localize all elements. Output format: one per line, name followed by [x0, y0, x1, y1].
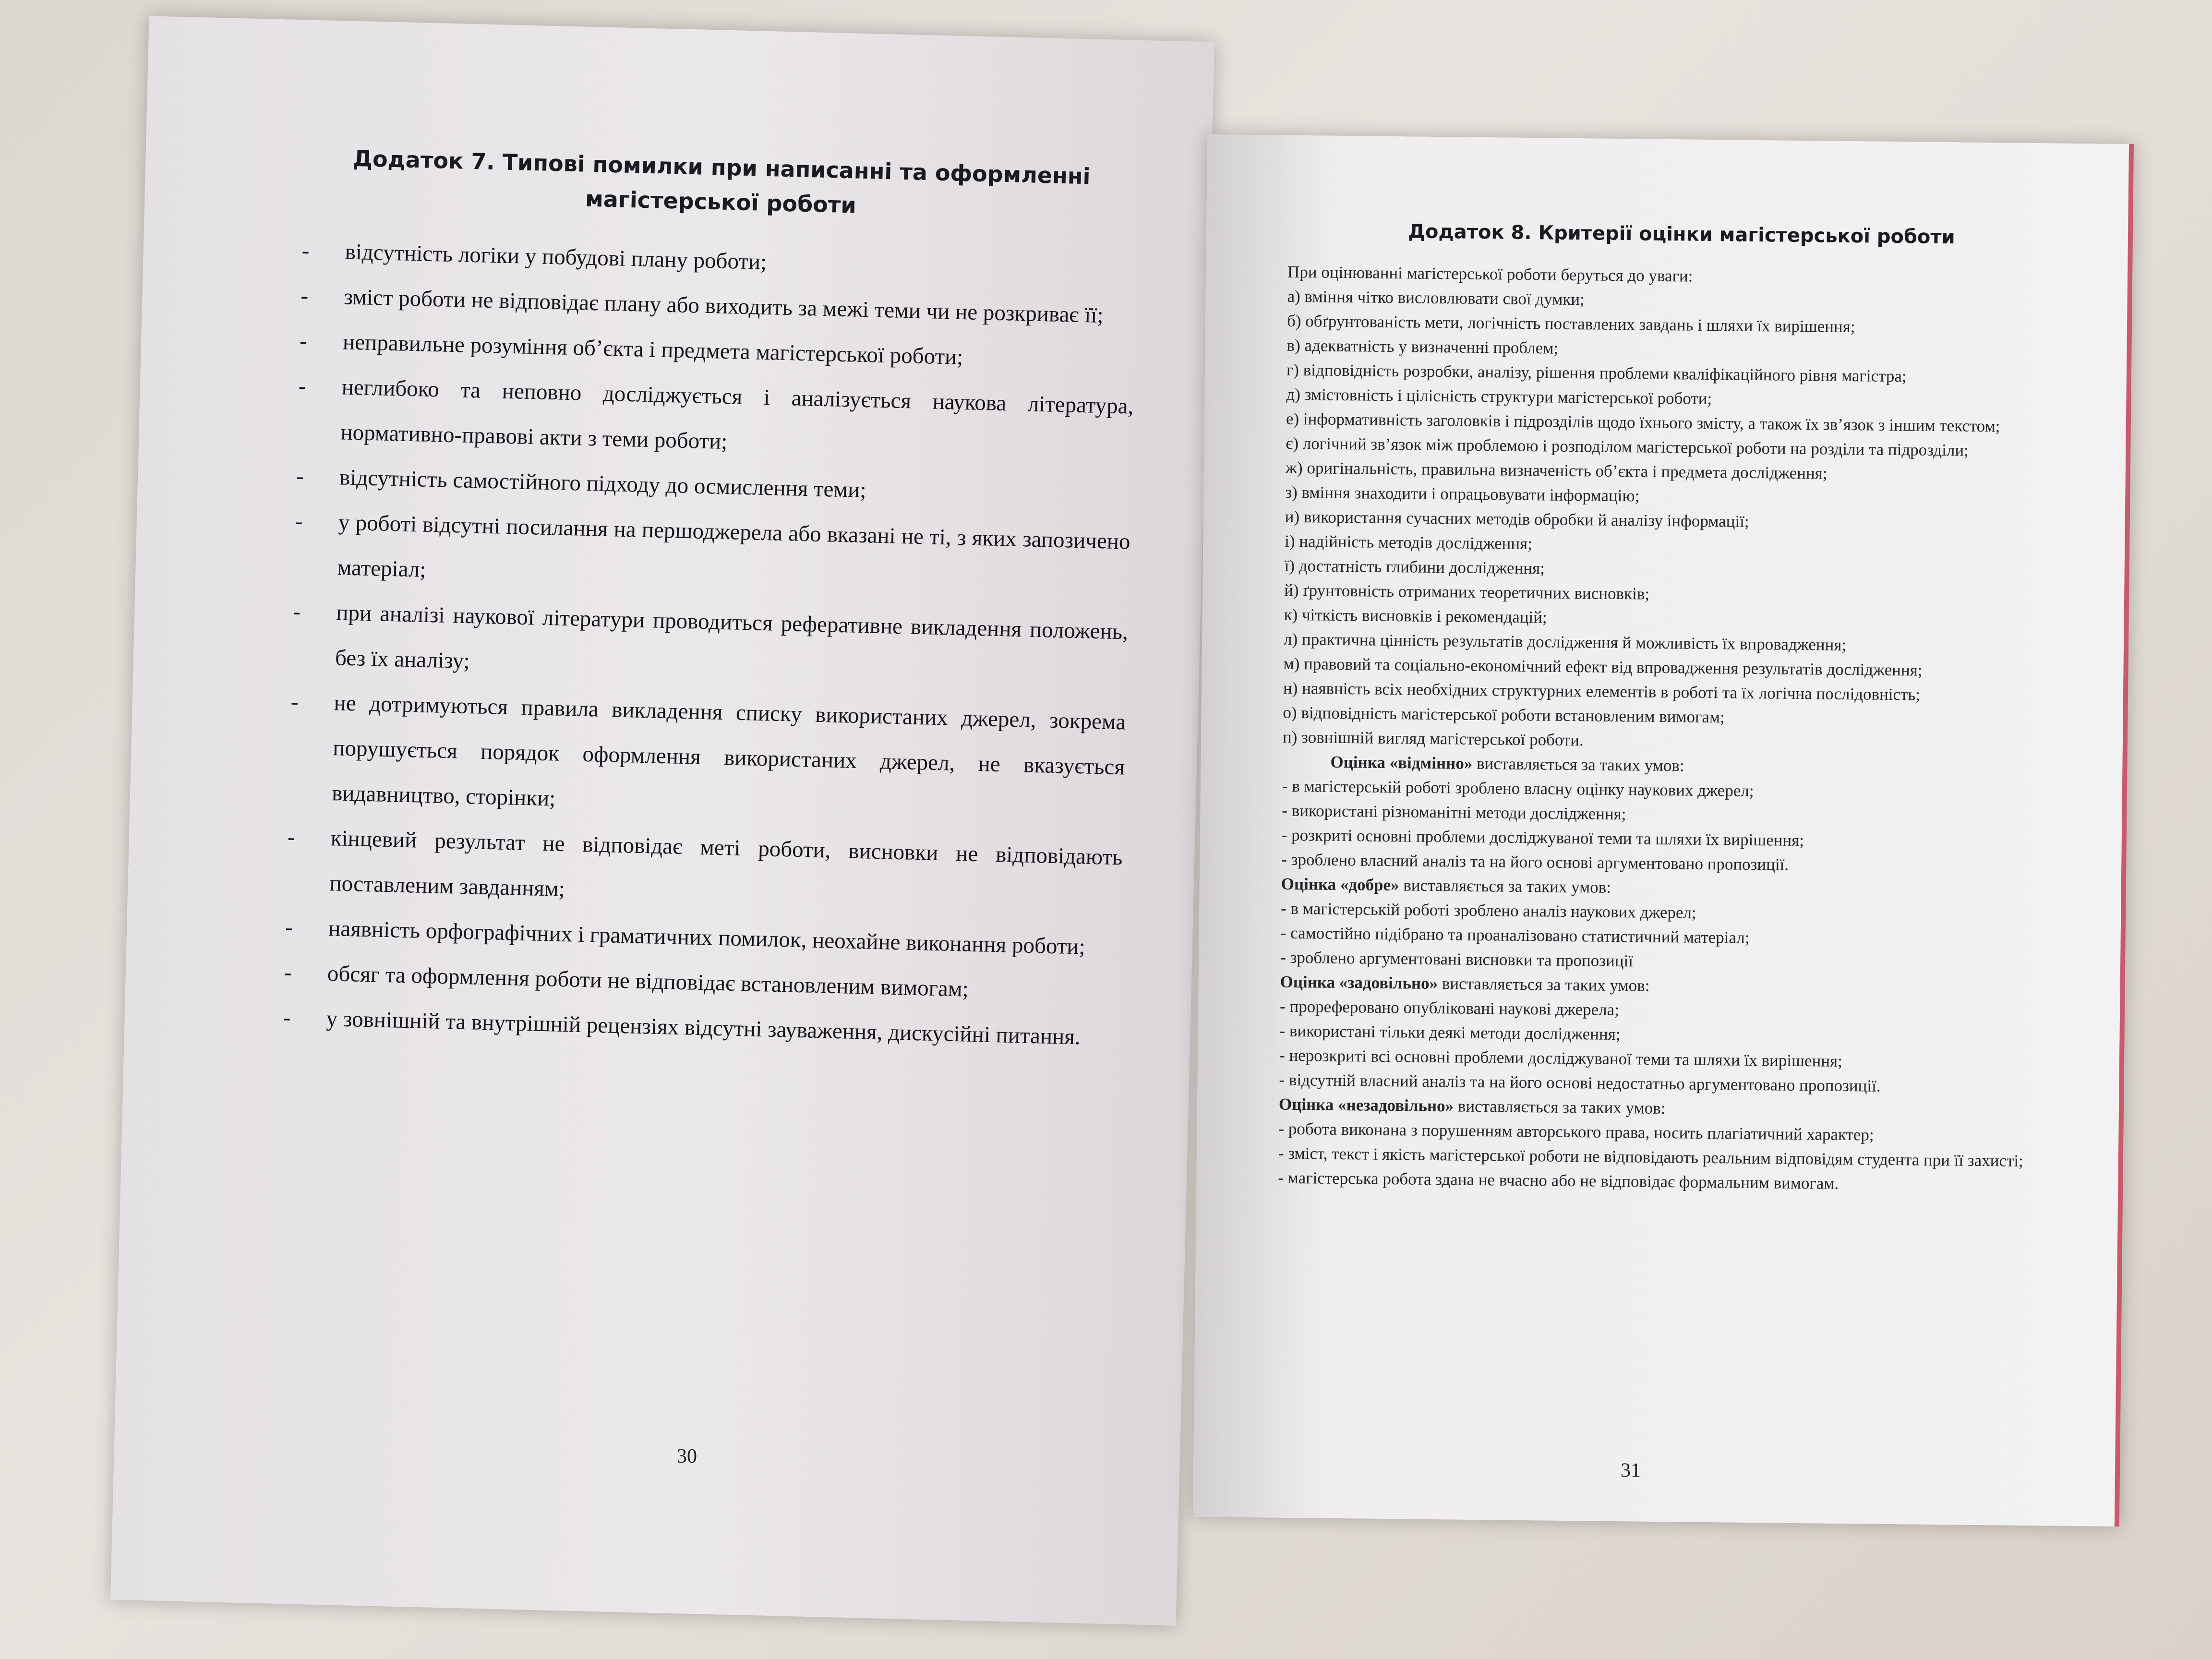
list-item: - відсутність самостійного підходу до осмислення теми; — [296, 464, 867, 503]
right-page-number: 31 — [1620, 1459, 1641, 1482]
criteria-item: в) адекватність у визначенні проблем; — [1286, 336, 1559, 358]
criteria-item: ж) оригінальність, правильна визначеність об’єкта і предмета дослідження; — [1285, 458, 1827, 483]
criteria-item: н) наявність всіх необхідних структурних елементів в роботі та їх логічна послідовність; — [1283, 678, 1921, 704]
criteria-item: і) надійність методів дослідження; — [1285, 531, 1533, 553]
list-item: - у зовнішній та внутрішній рецензіях відсутні зауваження, дискусійні питання. — [283, 1005, 1081, 1050]
grade-item: - робота виконана з порушенням авторського права, носить плагіатичний характер; — [1278, 1119, 1874, 1144]
right-page — [1193, 134, 2134, 1527]
left-page — [110, 16, 1214, 1625]
grade-item: - зроблено власний аналіз та на його основі аргументовано пропозиції. — [1281, 850, 1789, 874]
grade-heading: Оцінка «задовільно» виставляється за таких умов: — [1280, 972, 1650, 995]
grade-item: - самостійно підібрано та проаналізовано статистичний матеріал; — [1280, 923, 1750, 947]
grade-item: - розкриті основні проблеми досліджуваної теми та шляхи їх вирішення; — [1281, 825, 1804, 850]
grade-heading: Оцінка «добре» виставляється за таких умов: — [1281, 874, 1611, 897]
errors-list — [283, 228, 1138, 1060]
criteria-item: є) логічний зв’язок між проблемою і розподілом магістерської роботи на розділи та підрозділи; — [1286, 433, 1969, 460]
list-item: - відсутність логіки у побудові плану роботи; — [301, 238, 767, 275]
criteria-item: м) правовий та соціально-економічний ефект від впровадження результатів дослідження; — [1283, 654, 1923, 680]
list-item: - кінцевий результат не відповідає меті роботи, висновки не відповідають поставленим завданням; — [287, 824, 1123, 902]
criteria-item: д) змістовність і цілісність структури магістерської роботи; — [1286, 385, 1712, 409]
list-item: - зміст роботи не відповідає плану або виходить за межі теми чи не розкриває її; — [300, 283, 1104, 328]
criteria-item: л) практична цінність результатів дослідження й можливість їх впровадження; — [1283, 629, 1847, 654]
list-item: - не дотримуються правила викладення списку використаних джерел, зокрема порушується порядок оформлення використаних джерел, не вказується видавництво, сторінки; — [290, 689, 1126, 811]
grade-item: - зроблено аргументовані висновки та пропозиції — [1280, 948, 1634, 971]
grade-item: - прореферовано опубліковані наукові джерела; — [1279, 997, 1620, 1020]
criteria-item: о) відповідність магістерської роботи встановленим вимогам; — [1283, 703, 1725, 727]
grade-heading: Оцінка «відмінно» виставляється за таких умов: — [1330, 752, 1684, 775]
list-item: - неглибоко та неповно досліджується і аналізується наукова література, нормативно-правові акти з теми роботи; — [298, 373, 1134, 455]
criteria-intro: При оцінюванні магістерської роботи беруться до уваги: — [1287, 262, 1693, 286]
grade-item: - в магістерській роботі зроблено власну оцінку наукових джерел; — [1282, 776, 1754, 800]
grade-item: - нерозкриті всі основні проблеми досліджуваної теми та шляхи їх вирішення; — [1279, 1046, 1843, 1070]
grade-item: - відсутній власний аналіз та на його основі недостатньо аргументовано пропозиції. — [1279, 1070, 1881, 1095]
grade-heading: Оцінка «незадовільно» виставляється за таких умов: — [1278, 1094, 1666, 1118]
criteria-item: ї) достатність глибини дослідження; — [1284, 556, 1545, 578]
criteria-item: п) зовнішній вигляд магістерської роботи. — [1282, 727, 1584, 750]
left-page-number: 30 — [677, 1445, 697, 1467]
criteria-text — [1278, 260, 2075, 1198]
grade-item: - магістерська робота здана не вчасно або не відповідає формальним вимогам. — [1278, 1168, 1839, 1193]
criteria-item: и) використання сучасних методів обробки й аналізу інформації; — [1285, 507, 1749, 531]
criteria-item: г) відповідність розробки, аналізу, рішення проблеми кваліфікаційного рівня магістра; — [1286, 360, 1907, 386]
grade-item: - зміст, текст і якість магістерської роботи не відповідають реальним відповідям студента при її захисті; — [1278, 1143, 2023, 1170]
grade-item: - використані різноманітні методи дослідження; — [1282, 801, 1626, 824]
grade-item: - в магістерській роботі зроблено аналіз наукових джерел; — [1281, 899, 1696, 922]
list-item: - обсяг та оформлення роботи не відповідає встановленим вимогам; — [284, 960, 969, 1002]
list-item: - у роботі відсутні посилання на першоджерела або вказані не ті, з яких запозичено матеріал; — [295, 509, 1131, 582]
criteria-item: з) вміння знаходити і опрацьовувати інформацію; — [1285, 482, 1640, 505]
criteria-item: б) обґрунтованість мети, логічність поставлених завдань і шляхи їх вирішення; — [1286, 311, 1855, 337]
list-item: - неправильне розуміння об’єкта і предмета магістерської роботи; — [299, 328, 963, 370]
left-page-title: Додаток 7. Типові помилки при написанні та оформленні магістерської роботи — [352, 145, 1091, 218]
criteria-item: а) вміння чітко висловлювати свої думки; — [1287, 287, 1585, 309]
right-page-title: Додаток 8. Критерії оцінки магістерської роботи — [1408, 220, 1955, 249]
criteria-item: й) ґрунтовність отриманих теоретичних висновків; — [1284, 580, 1650, 603]
list-item: - при аналізі наукової літератури проводиться реферативне викладення положень, без їх аналізу; — [292, 599, 1129, 674]
criteria-item: е) інформативність заголовків і підрозділів щодо їхнього змісту, а також їх зв’язок з іншим текстом; — [1286, 409, 2000, 436]
criteria-item: к) чіткість висновків і рекомендацій; — [1284, 605, 1547, 627]
grade-item: - використані тільки деякі методи дослідження; — [1279, 1021, 1621, 1044]
list-item: - наявність орфографічних і граматичних помилок, неохайне виконання роботи; — [285, 914, 1086, 960]
